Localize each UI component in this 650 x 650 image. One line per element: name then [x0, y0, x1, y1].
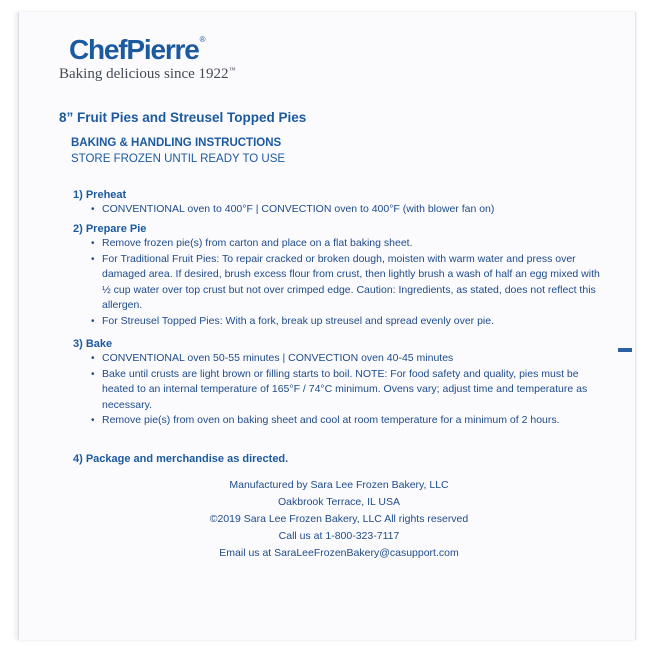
list-item-text: CONVENTIONAL oven to 400°F | CONVECTION oven to 400°F (with blower fan on) — [102, 203, 495, 215]
list-item — [73, 314, 603, 330]
list-item-text: Remove pie(s) from oven on baking sheet and cool at room temperature for a minimum of 2 hours. — [102, 414, 560, 426]
edge-marker — [618, 348, 632, 352]
tagline-text: Baking delicious since 1922 — [59, 66, 229, 82]
bullet-icon: • — [91, 415, 95, 426]
manufacturer-name: Manufactured by Sara Lee Frozen Bakery, LLC — [229, 479, 449, 491]
section-heading: 4) Package and merchandise as directed. — [73, 453, 289, 465]
bullet-icon: • — [91, 353, 95, 364]
contact-email: Email us at SaraLeeFrozenBakery@casupport.com — [219, 547, 459, 559]
section-heading: 1) Preheat — [73, 189, 127, 201]
brand-name: ChefPierre — [69, 34, 199, 65]
section-package — [73, 452, 593, 466]
list-item — [73, 351, 603, 367]
bullet-icon: • — [91, 238, 95, 249]
manufacturer-info — [119, 477, 559, 562]
list-item-text: CONVENTIONAL oven 50-55 minutes | CONVECTION oven 40-45 minutes — [102, 352, 454, 364]
contact-phone: Call us at 1-800-323-7117 — [278, 530, 400, 542]
bullet-icon: • — [91, 204, 95, 215]
section-heading: 2) Prepare Pie — [73, 223, 147, 235]
brand-logo — [69, 36, 206, 64]
instruction-card — [18, 12, 636, 640]
list-item-text: Bake until crusts are light brown or filling starts to boil. NOTE: For food safety and quality, pies must be heated to an internal temperature of 165°F / 74°C minimum. Ovens vary; adjust time and temperature as necessary. — [102, 367, 588, 411]
list-item — [73, 202, 593, 218]
bullet-icon: • — [91, 315, 95, 327]
step-list — [73, 351, 603, 429]
list-item-text: For Streusel Topped Pies: With a fork, break up streusel and spread evenly over pie. — [102, 314, 495, 327]
list-item-text: Remove frozen pie(s) from carton and place on a flat baking sheet. — [102, 237, 413, 249]
brand-tagline — [59, 66, 235, 83]
section-heading: 3) Bake — [73, 338, 113, 350]
copyright-notice: ©2019 Sara Lee Frozen Bakery, LLC All rights reserved — [209, 513, 469, 525]
step-list — [73, 236, 603, 329]
list-item — [73, 252, 603, 314]
product-title: 8” Fruit Pies and Streusel Topped Pies — [59, 110, 307, 125]
section-bake — [73, 337, 603, 429]
list-item-text: For Traditional Fruit Pies: To repair cracked or broken dough, moisten with warm water and press over damaged area. If desired, brush excess flour from crust, then lightly brush a wash of half an egg mixed with ½ cup water over top crust but not over crimped edge. Caution: Ingredients, as stated, does not reflect this allergen. — [102, 252, 600, 311]
registered-mark: ® — [199, 35, 206, 44]
trademark-mark: ™ — [228, 66, 236, 74]
list-item — [73, 413, 603, 429]
step-list — [73, 202, 593, 218]
manufacturer-location: Oakbrook Terrace, IL USA — [278, 496, 400, 508]
instructions-heading: BAKING & HANDLING INSTRUCTIONS — [71, 137, 282, 149]
section-prepare-pie — [73, 222, 603, 329]
bullet-icon: • — [91, 368, 95, 380]
storage-note: STORE FROZEN UNTIL READY TO USE — [71, 153, 286, 165]
list-item — [73, 367, 603, 414]
section-preheat — [73, 188, 593, 218]
bullet-icon: • — [91, 253, 95, 265]
list-item — [73, 236, 603, 252]
